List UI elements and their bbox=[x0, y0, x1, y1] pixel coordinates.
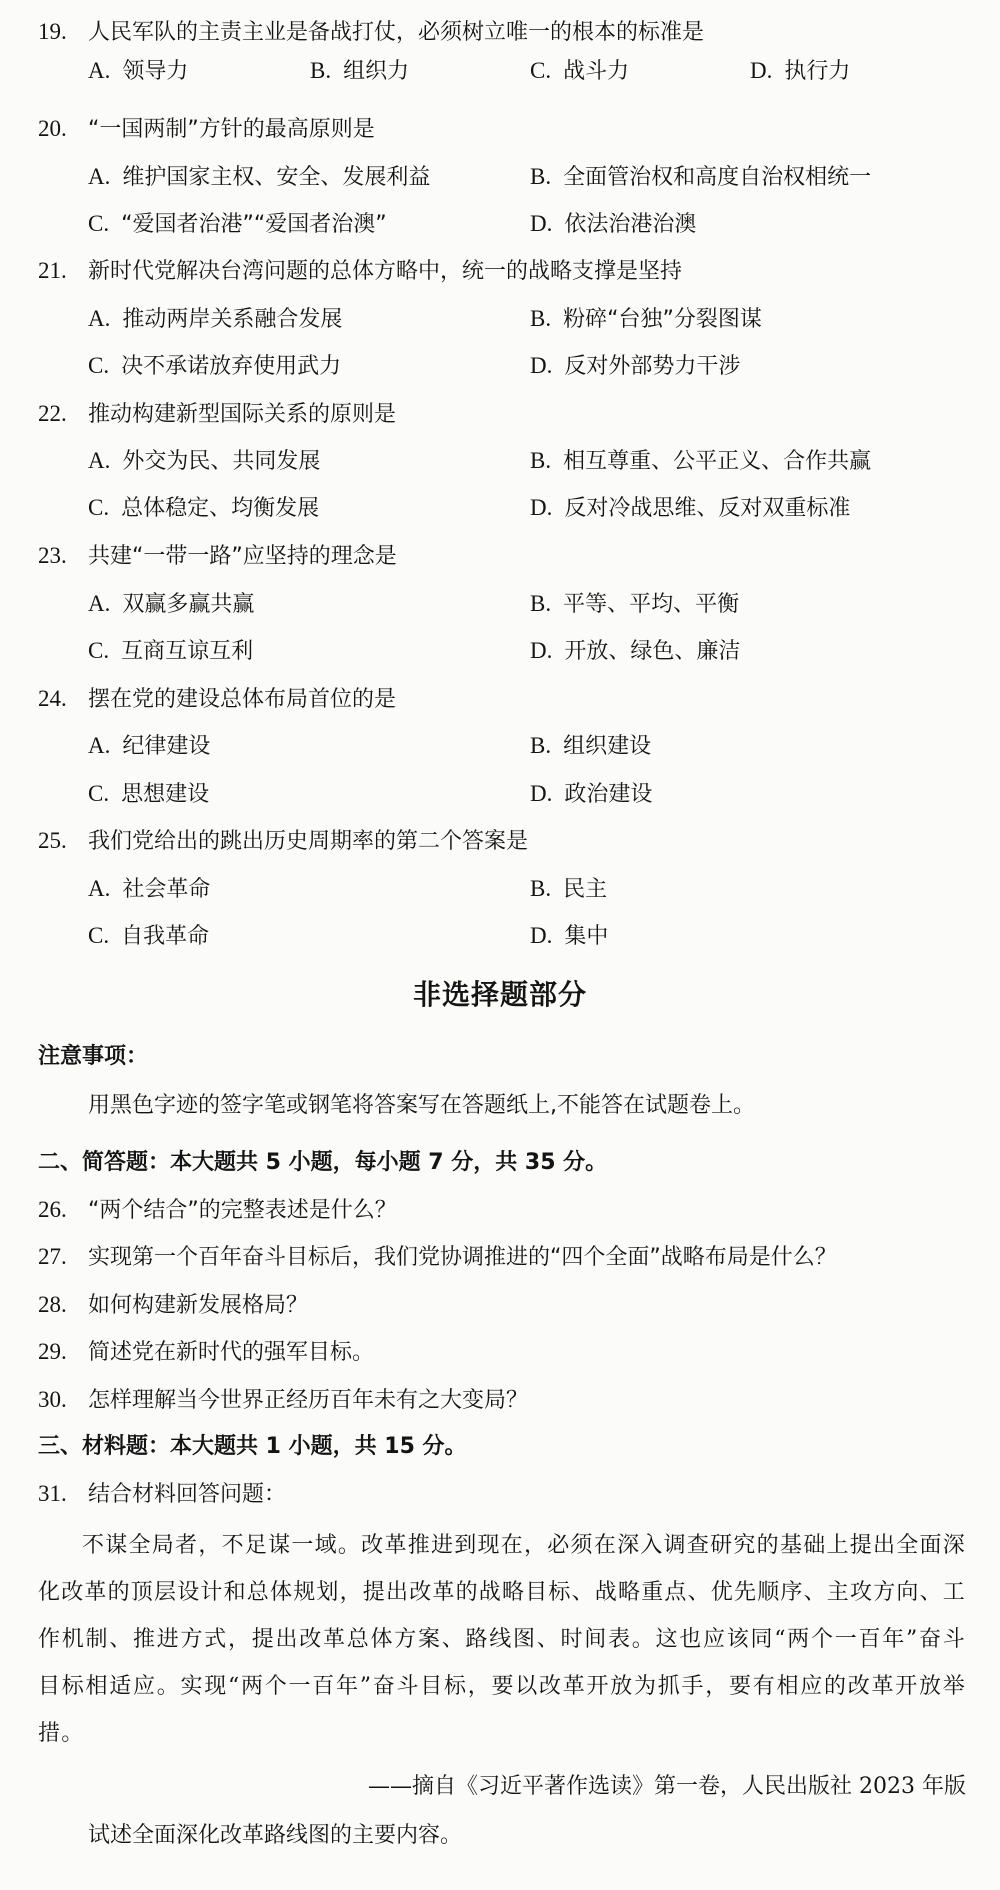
question-stem: 人民军队的主责主业是备战打仗，必须树立唯一的根本的标准是 bbox=[88, 20, 705, 45]
question-28: 28. 如何构建新发展格局？ bbox=[38, 1292, 309, 1318]
notice-heading: 注意事项： bbox=[38, 1044, 149, 1069]
question-19 bbox=[38, 18, 704, 47]
question-23 bbox=[38, 542, 397, 571]
option-a: A. 双赢多赢共赢 bbox=[88, 591, 255, 617]
option-d: D. 政治建设 bbox=[530, 781, 653, 807]
question-26: 26. “两个结合”的完整表述是什么？ bbox=[38, 1197, 397, 1223]
material-source: ——摘自《习近平著作选读》第一卷，人民出版社 2023 年版 bbox=[368, 1774, 966, 1799]
question-stem: “一国两制”方针的最高原则是 bbox=[88, 117, 375, 142]
option-c: C. 互商互谅互利 bbox=[88, 638, 254, 664]
option-b: B. 组织建设 bbox=[530, 733, 652, 759]
question-29: 29. 简述党在新时代的强军目标。 bbox=[38, 1339, 375, 1365]
option-b: B. 粉碎“台独”分裂图谋 bbox=[530, 306, 762, 332]
option-a: A. 领导力 bbox=[88, 58, 189, 84]
material-question: 试述全面深化改革路线图的主要内容。 bbox=[88, 1823, 463, 1848]
short-answer-heading: 二、简答题：本大题共 5 小题，每小题 7 分，共 35 分。 bbox=[38, 1150, 608, 1175]
material-passage: 不谋全局者，不足谋一域。改革推进到现在，必须在深入调查研究的基础上提出全面深化改革的顶层设计和总体规划，提出改革的战略目标、战略重点、优先顺序、主攻方向、工作机制、推进方式，提出改革总体方案、路线图、时间表。这也应该同“两个一百年”奋斗目标相适应。实现“两个一百年”奋斗目标，要以改革开放为抓手，要有相应的改革开放举措。 bbox=[38, 1533, 967, 1746]
option-a: A. 外交为民、共同发展 bbox=[88, 448, 321, 474]
option-b: B. 平等、平均、平衡 bbox=[530, 591, 740, 617]
question-22 bbox=[38, 400, 396, 429]
option-d: D. 反对外部势力干涉 bbox=[530, 353, 741, 379]
option-c: C. 总体稳定、均衡发展 bbox=[88, 495, 320, 521]
question-20 bbox=[38, 115, 375, 144]
question-number: 20. bbox=[38, 116, 67, 141]
question-stem: 共建“一带一路”应坚持的理念是 bbox=[88, 544, 397, 569]
question-number: 23. bbox=[38, 543, 67, 568]
notice-text: 用黑色字迹的签字笔或钢笔将答案写在答题纸上,不能答在试题卷上。 bbox=[88, 1093, 755, 1118]
question-25 bbox=[38, 827, 528, 856]
question-stem: 摆在党的建设总体布局首位的是 bbox=[88, 687, 397, 712]
question-number: 25. bbox=[38, 828, 67, 853]
question-stem: 我们党给出的跳出历史周期率的第二个答案是 bbox=[88, 829, 529, 854]
option-c: C. 战斗力 bbox=[530, 58, 630, 84]
question-21 bbox=[38, 257, 682, 286]
option-c: C. 思想建设 bbox=[88, 781, 210, 807]
option-c: C. 决不承诺放弃使用武力 bbox=[88, 353, 342, 379]
question-stem: 新时代党解决台湾问题的总体方略中，统一的战略支撑是坚持 bbox=[88, 259, 683, 284]
question-stem: 推动构建新型国际关系的原则是 bbox=[88, 402, 397, 427]
material-heading: 三、材料题：本大题共 1 小题，共 15 分。 bbox=[38, 1434, 467, 1459]
option-a: A. 推动两岸关系融合发展 bbox=[88, 306, 343, 332]
question-number: 24. bbox=[38, 686, 67, 711]
option-d: D. 开放、绿色、廉洁 bbox=[530, 638, 741, 664]
question-31: 31. 结合材料回答问题： bbox=[38, 1481, 287, 1507]
option-b: B. 民主 bbox=[530, 876, 608, 902]
option-d: D. 执行力 bbox=[750, 58, 851, 84]
option-d: D. 依法治港治澳 bbox=[530, 211, 697, 237]
option-a: A. 社会革命 bbox=[88, 876, 211, 902]
question-number: 21. bbox=[38, 258, 67, 283]
option-a: A. 纪律建设 bbox=[88, 733, 211, 759]
question-number: 19. bbox=[38, 19, 67, 44]
option-d: D. 反对冷战思维、反对双重标准 bbox=[530, 495, 851, 521]
option-c: C. 自我革命 bbox=[88, 923, 210, 949]
option-b: B. 组织力 bbox=[310, 58, 410, 84]
section-title: 非选择题部分 bbox=[412, 978, 587, 1011]
question-number: 22. bbox=[38, 401, 67, 426]
question-24 bbox=[38, 685, 396, 714]
question-27: 27. 实现第一个百年奋斗目标后，我们党协调推进的“四个全面”战略布局是什么？ bbox=[38, 1244, 837, 1270]
option-d: D. 集中 bbox=[530, 923, 609, 949]
question-30: 30. 怎样理解当今世界正经历百年未有之大变局？ bbox=[38, 1387, 529, 1413]
option-c: C. “爱国者治港”“爱国者治澳” bbox=[88, 211, 387, 237]
option-b: B. 相互尊重、公平正义、合作共赢 bbox=[530, 448, 872, 474]
option-a: A. 维护国家主权、安全、发展利益 bbox=[88, 164, 431, 190]
option-b: B. 全面管治权和高度自治权相统一 bbox=[530, 164, 872, 190]
